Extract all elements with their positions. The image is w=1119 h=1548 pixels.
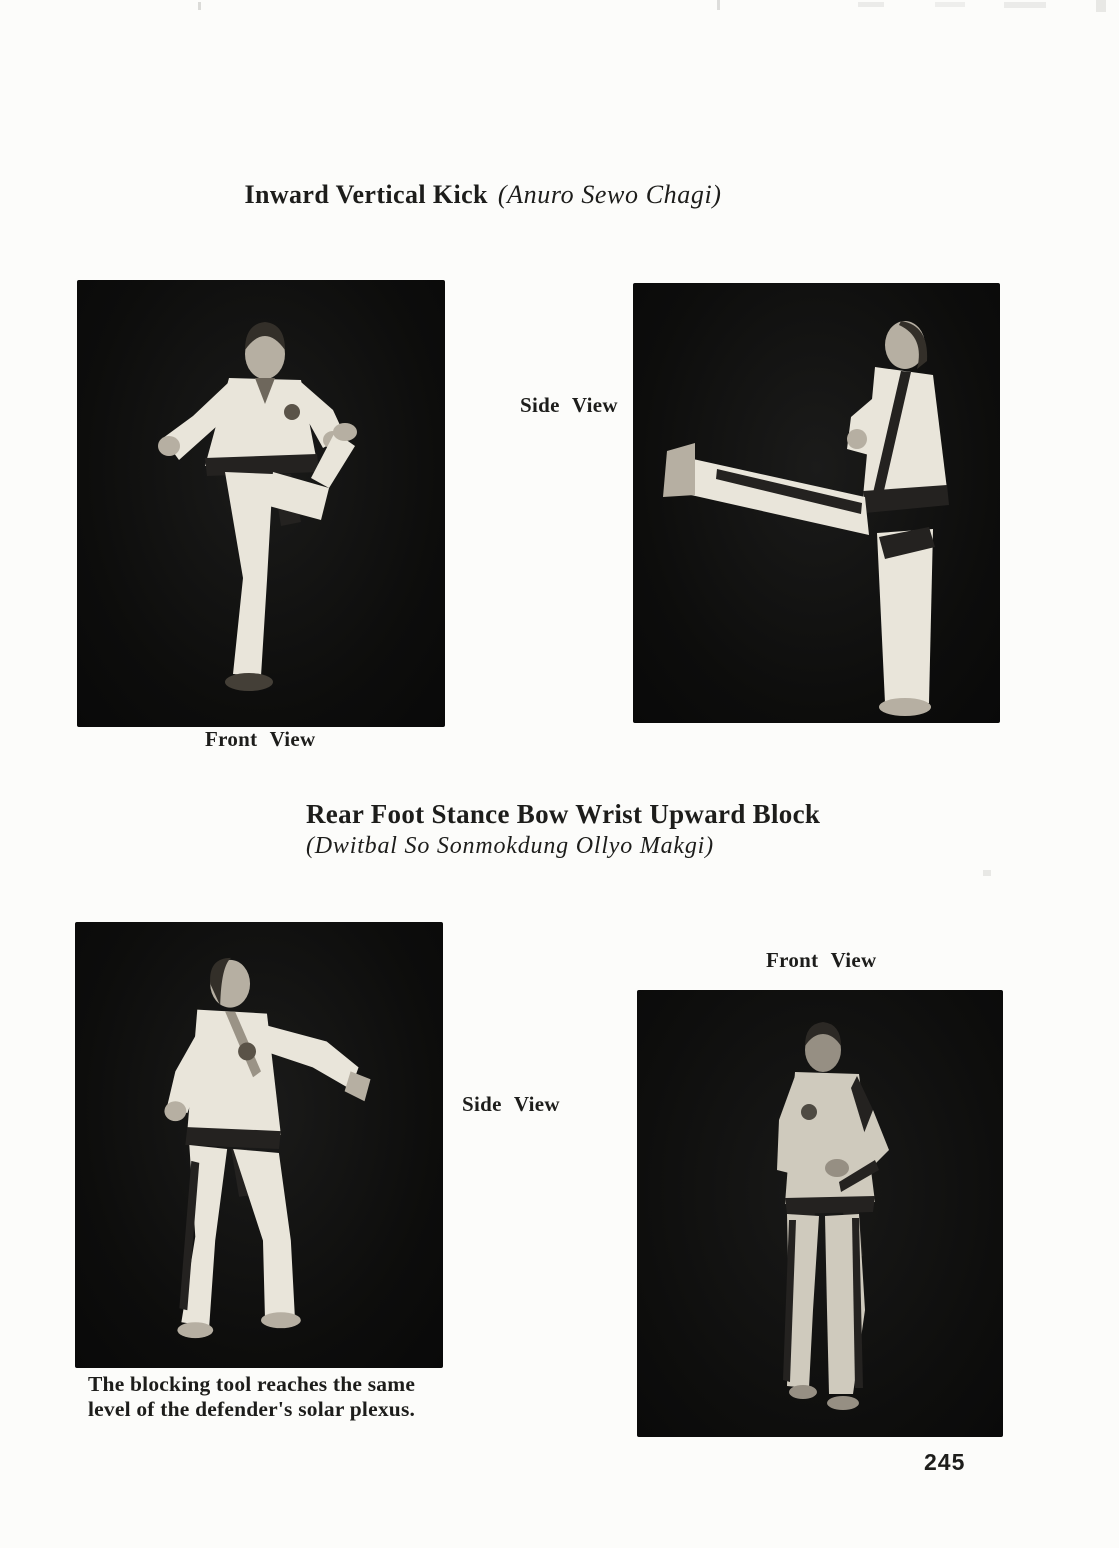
page-number: 245 bbox=[924, 1449, 966, 1475]
section-title-inward-vertical-kick bbox=[103, 180, 863, 210]
technique-name-english: Inward Vertical Kick bbox=[244, 180, 488, 209]
side-view-label-kick: Side View bbox=[520, 393, 618, 417]
kick-front-figure-silhouette bbox=[77, 280, 445, 727]
technique-name-romanized: (Dwitbal So Sonmokdung Ollyo Makgi) bbox=[306, 833, 714, 860]
photo-block-side-view bbox=[75, 922, 443, 1368]
section-title-rear-foot-stance-block bbox=[306, 799, 820, 861]
photo-inward-kick-side-view bbox=[633, 283, 1000, 723]
scan-artifact bbox=[983, 870, 991, 876]
caption-line: level of the defender's solar plexus. bbox=[88, 1396, 416, 1421]
scan-artifact bbox=[1096, 0, 1106, 12]
technique-name-romanized: (Anuro Sewo Chagi) bbox=[497, 180, 722, 209]
block-side-figure-silhouette bbox=[75, 922, 443, 1368]
technique-name-english: Rear Foot Stance Bow Wrist Upward Block bbox=[306, 799, 821, 829]
scan-artifact bbox=[935, 2, 965, 7]
kick-side-figure-silhouette bbox=[633, 283, 1000, 723]
front-view-label-kick: Front View bbox=[205, 727, 316, 751]
side-view-label-block: Side View bbox=[462, 1092, 560, 1116]
block-technique-caption bbox=[88, 1372, 415, 1421]
scan-artifact bbox=[858, 2, 884, 7]
photo-block-front-view bbox=[637, 990, 1003, 1437]
front-view-label-block: Front View bbox=[766, 948, 877, 972]
block-front-figure-silhouette bbox=[637, 990, 1003, 1437]
scan-artifact bbox=[198, 2, 201, 10]
photo-inward-kick-front-view bbox=[77, 280, 445, 727]
scan-artifact bbox=[717, 0, 720, 10]
caption-line: The blocking tool reaches the same bbox=[88, 1372, 416, 1396]
scan-artifact bbox=[1004, 2, 1046, 8]
